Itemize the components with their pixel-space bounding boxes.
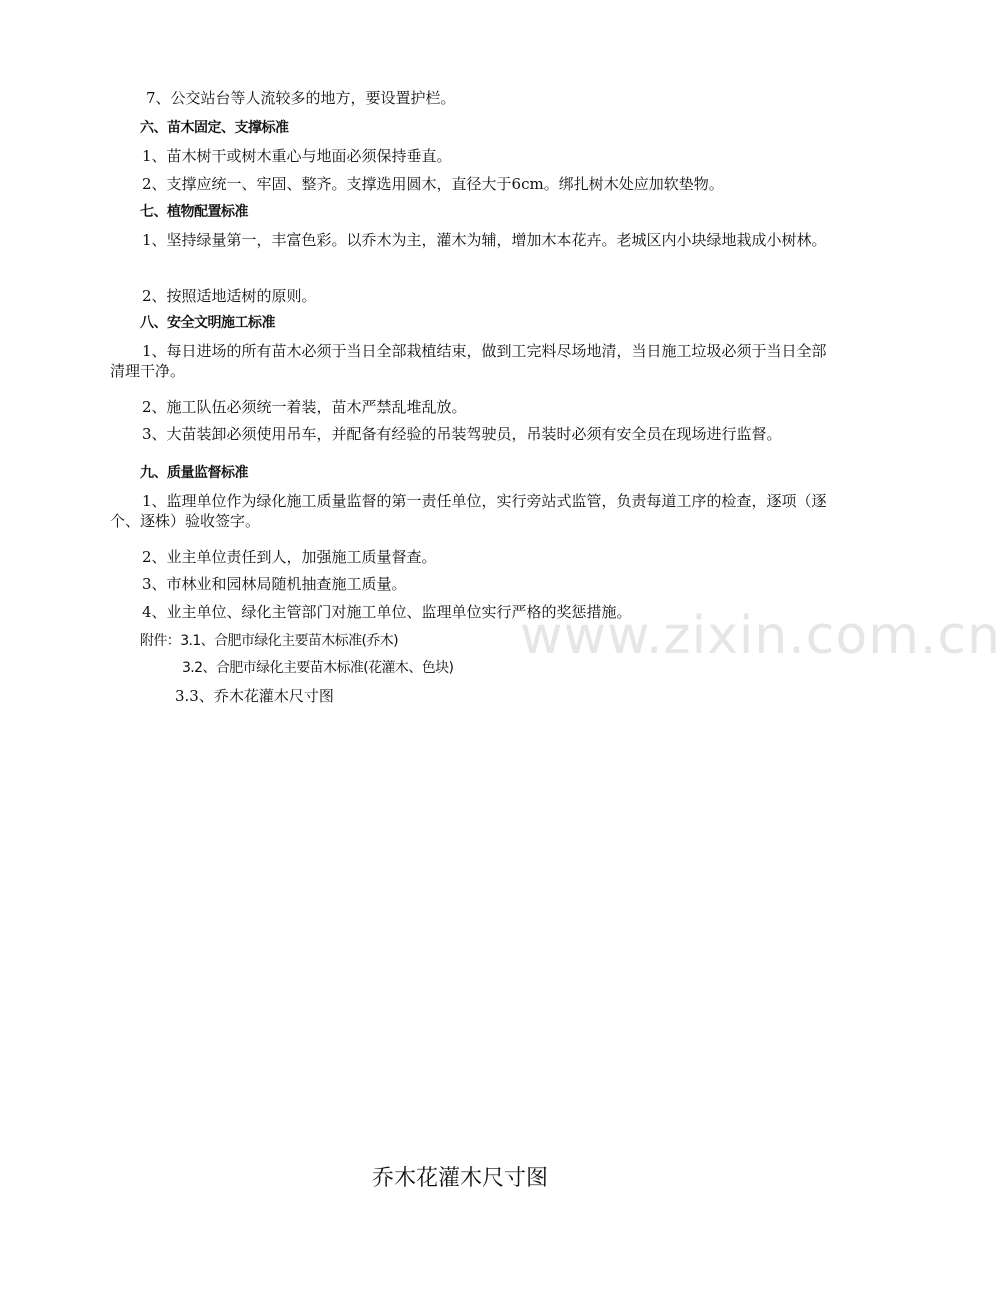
- attachment-3: 3.3、乔木花灌木尺寸图: [175, 687, 334, 705]
- item-6-2: 2、支撑应统一、牢固、整齐。支撑选用圆木，直径大于6cm。绑扎树木处应加软垫物。: [142, 175, 724, 193]
- heading-section-9: 九、质量监督标准: [140, 465, 248, 481]
- item-6-1: 1、苗木树干或树木重心与地面必须保持垂直。: [142, 147, 452, 165]
- heading-section-6: 六、苗木固定、支撑标准: [140, 120, 289, 136]
- watermark: www.zixin.com.cn: [520, 606, 1001, 666]
- item-7-1: 1、坚持绿量第一，丰富色彩。以乔木为主，灌木为辅，增加木本花卉。老城区内小块绿地栽成小树林。: [142, 231, 827, 249]
- item-bus-stop-railing: 7、公交站台等人流较多的地方，要设置护栏。: [146, 89, 456, 107]
- attachment-1: 附件：3.1、合肥市绿化主要苗木标准(乔木): [140, 633, 398, 649]
- item-8-2: 2、施工队伍必须统一着装，苗木严禁乱堆乱放。: [142, 398, 467, 416]
- heading-section-7: 七、植物配置标准: [140, 204, 248, 220]
- item-9-1: 1、监理单位作为绿化施工质量监督的第一责任单位，实行旁站式监管，负责每道工序的检查，逐项（逐个、逐株）验收签字。: [110, 492, 827, 530]
- attachment-2: 3.2、合肥市绿化主要苗木标准(花灌木、色块): [182, 660, 454, 676]
- item-7-2: 2、按照适地适树的原则。: [142, 287, 317, 305]
- item-9-4: 4、业主单位、绿化主管部门对施工单位、监理单位实行严格的奖惩措施。: [142, 603, 632, 621]
- item-8-1: 1、每日进场的所有苗木必须于当日全部栽植结束，做到工完料尽场地清，当日施工垃圾必须于当日全部清理干净。: [110, 342, 827, 380]
- section-title-size-chart: 乔木花灌木尺寸图: [371, 1166, 548, 1191]
- item-9-3: 3、市林业和园林局随机抽查施工质量。: [142, 575, 407, 593]
- heading-section-8: 八、安全文明施工标准: [140, 315, 275, 331]
- item-9-2: 2、业主单位责任到人，加强施工质量督查。: [142, 548, 437, 566]
- item-8-3: 3、大苗装卸必须使用吊车，并配备有经验的吊装驾驶员，吊装时必须有安全员在现场进行监督。: [142, 425, 782, 443]
